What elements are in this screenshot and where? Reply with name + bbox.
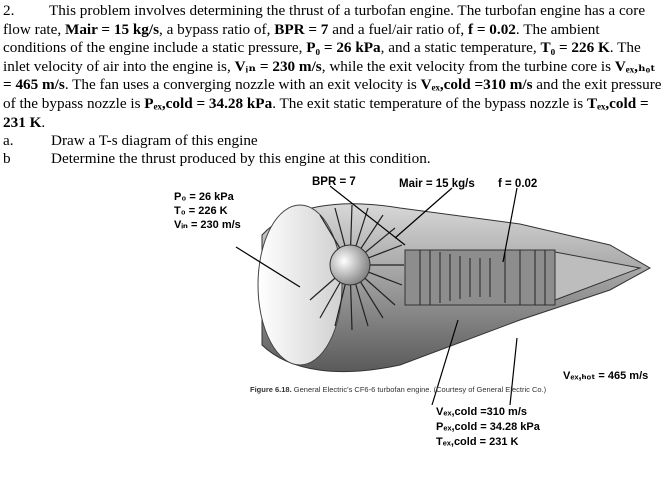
fig-fuel-label: f = 0.02 bbox=[498, 178, 538, 190]
fig-bpr-label: BPR = 7 bbox=[312, 176, 356, 188]
fig-mair-label: Mair = 15 kg/s bbox=[399, 178, 475, 190]
figure-caption: Figure 6.18. General Electric's CF6-6 turbofan engine. (Courtesy of General Electric Co.) bbox=[250, 385, 547, 394]
inlet-lip bbox=[258, 205, 342, 365]
exit-temperature-cold-value: Tₑₓ,cold = 231 K bbox=[3, 94, 649, 131]
exit-pressure-cold-value: Pₑₓ,cold = 34.28 kPa bbox=[144, 94, 273, 112]
exit-velocity-hot-value: Vₑₓ,ₕₒₜ = 465 m/s bbox=[3, 57, 656, 94]
fig-ambient-vin: Vᵢₙ = 230 m/s bbox=[174, 219, 241, 231]
fuel-air-ratio-value: f = 0.02 bbox=[468, 20, 516, 38]
fig-ambient-p0: P₀ = 26 kPa bbox=[174, 191, 234, 203]
bpr-value: BPR = 7 bbox=[274, 20, 329, 38]
fig-vexcold-label: Vₑₓ,cold =310 m/s bbox=[436, 406, 528, 418]
problem-paragraph: 2. This problem involves determining the thrust of a turbofan engine. The turbofan engine has a core flow rate, Mair = 15 kg/s, a bypass ratio of, BPR = 7 and a fuel/air ratio of, f = 0.02. The ambient conditions of the engine include a static pressure, P₀ = 26 kPa, and a static temperature, T₀ = 226 K. The inlet velocity of air into the engine is, Vᵢₙ = 230 m/s, while the exit velocity from the turbine core is Vₑₓ,ₕₒₜ = 465 m/s. The fan uses a converging nozzle with an exit velocity is Vₑₓ,cold =310 m/s and the exit pressure of the bypass nozzle is Pₑₓ,cold = 34.28 kPa. The exit static temperature of the bypass nozzle is Tₑₓ,cold = 231 K. bbox=[3, 2, 662, 131]
problem-number: 2. bbox=[3, 2, 15, 19]
question-b: b Determine the thrust produced by this engine at this condition. bbox=[3, 150, 431, 167]
fig-ambient-t0: T₀ = 226 K bbox=[174, 205, 228, 217]
fan-spinner bbox=[330, 245, 370, 285]
inlet-velocity-value: Vᵢₙ = 230 m/s bbox=[234, 57, 322, 75]
fig-texcold-label: Tₑₓ,cold = 231 K bbox=[436, 436, 519, 448]
exit-velocity-cold-value: Vₑₓ,cold =310 m/s bbox=[420, 76, 533, 94]
fig-vexhot-label: Vₑₓ,ₕₒₜ = 465 m/s bbox=[563, 370, 649, 382]
question-a: a. Draw a T-s diagram of this engine bbox=[3, 132, 258, 149]
mair-value: Mair = 15 kg/s bbox=[65, 20, 160, 38]
fig-pexcold-label: Pₑₓ,cold = 34.28 kPa bbox=[436, 421, 540, 433]
static-temperature-value: T₀ = 226 K bbox=[540, 39, 610, 57]
static-pressure-value: P₀ = 26 kPa bbox=[306, 39, 381, 57]
